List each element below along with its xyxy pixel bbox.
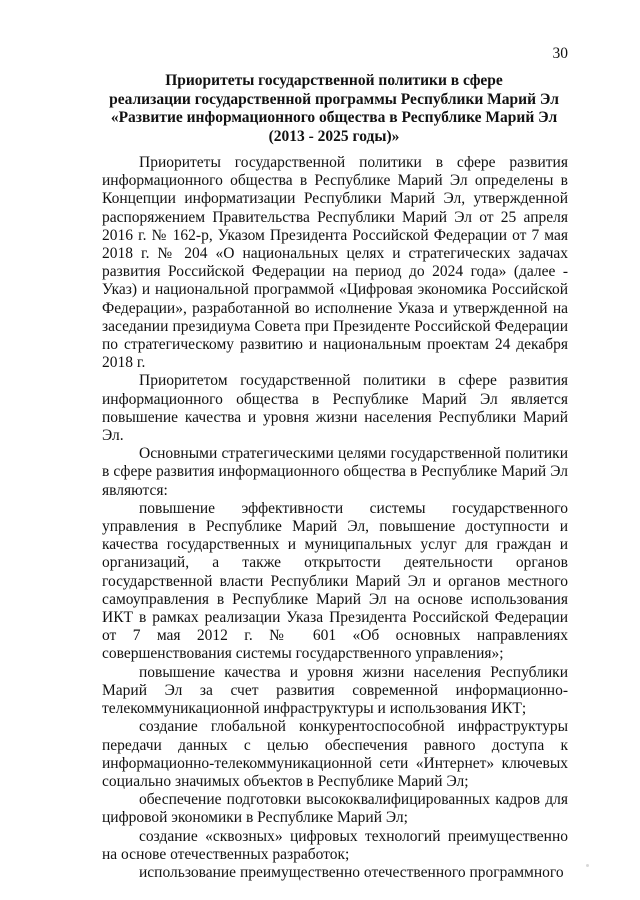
list-item: повышение качества и уровня жизни населения Республики Марий Эл за счет развития современной информационно-телекоммуникационной инфраструктуры и использования ИКТ; xyxy=(102,663,568,718)
paragraph: Основными стратегическими целями государственной политики в сфере развития информационного общества в Республике Марий Эл являются: xyxy=(102,445,568,499)
scan-speck xyxy=(586,864,589,867)
list-item: использование преимущественно отечественного программного xyxy=(139,863,564,881)
list-item: повышение эффективности системы государственного управления в Республике Марий Эл, повышение доступности и качества государственных и муниципальных услуг для граждан и организаций, а также открытости деятельности органов государственной власти Республики Марий Эл и органов местного самоуправления в Республике Марий Эл на основе использования ИКТ в рамках реализации Указа Президента Российской Федерации от 7 мая 2012 г. № 601 «Об основных направлениях совершенствования системы государственного управления»; xyxy=(102,499,568,663)
section-heading xyxy=(96,72,572,146)
body-text xyxy=(102,154,568,882)
paragraph: Приоритетом государственной политики в сфере развития информационного общества в Республике Марий Эл является повышение качества и уровня жизни населения Республики Марий Эл. xyxy=(102,372,568,445)
heading-line: Приоритеты государственной политики в сфере xyxy=(165,72,503,89)
list-item: создание «сквозных» цифровых технологий преимущественно на основе отечественных разработок; xyxy=(102,827,568,863)
heading-line: «Развитие информационного общества в Республике Марий Эл xyxy=(110,109,558,126)
heading-line: (2013 - 2025 годы)» xyxy=(268,127,400,145)
heading-line: реализации государственной программы Республики Марий Эл xyxy=(109,90,559,108)
page-number: 30 xyxy=(552,45,568,62)
paragraph: Приоритеты государственной политики в сфере развития информационного общества в Республике Марий Эл определены в Концепции информатизации Республики Марий Эл, утвержденной распоряжением Правительства Республики Марий Эл от 25 апреля 2016 г. № 162-р, Указом Президента Российской Федерации от 7 мая 2018 г. № 204 «О национальных целях и стратегических задачах развития Российской Федерации на период до 2024 года» (далее - Указ) и национальной программой «Цифровая экономика Российской Федерации», разработанной во исполнение Указа и утвержденной на заседании президиума Совета при Президенте Российской Федерации по стратегическому развитию и национальным проектам 24 декабря 2018 г. xyxy=(102,154,568,372)
list-item: создание глобальной конкурентоспособной инфраструктуры передачи данных с целью обеспечения равного доступа к информационно-телекоммуникационной сети «Интернет» ключевых социально значимых объектов в Республике Марий Эл; xyxy=(102,718,568,790)
list-item: обеспечение подготовки высококвалифицированных кадров для цифровой экономики в Республике Марий Эл; xyxy=(102,791,568,827)
